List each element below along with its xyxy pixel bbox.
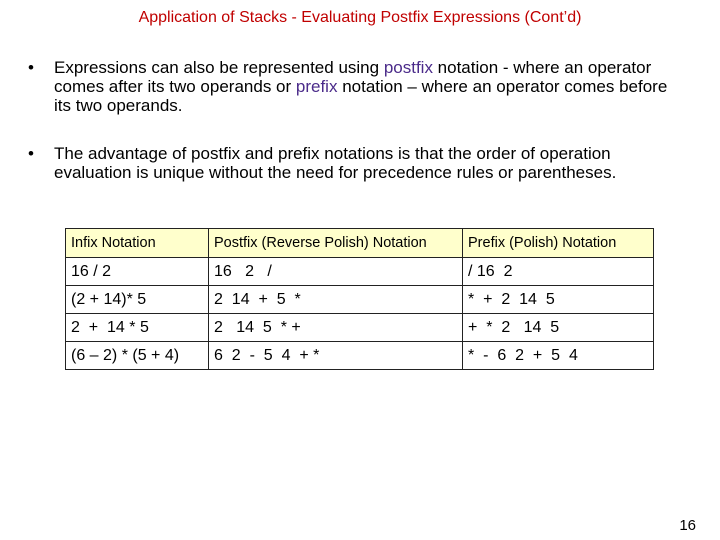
table-row — [66, 258, 654, 286]
header-infix: Infix Notation — [66, 229, 209, 258]
prefix-cell: * - 6 2 + 5 4 — [463, 342, 654, 370]
postfix-cell: 2 14 5 * + — [209, 314, 463, 342]
bullet-advantage — [28, 144, 674, 182]
infix-cell: 16 / 2 — [66, 258, 209, 286]
infix-cell: 2 + 14 * 5 — [66, 314, 209, 342]
bullet-postfix-prefix — [28, 58, 674, 115]
slide-title: Application of Stacks - Evaluating Postfix Expressions (Cont’d) — [138, 9, 582, 26]
prefix-term: prefix — [295, 77, 338, 96]
table-header-row — [66, 229, 654, 258]
prefix-cell: * + 2 14 5 — [463, 286, 654, 314]
header-postfix: Postfix (Reverse Polish) Notation — [209, 229, 463, 258]
prefix-cell: + * 2 14 5 — [463, 314, 654, 342]
table-row — [66, 314, 654, 342]
bullet1-text-part1: Expressions can also be represented using — [54, 58, 384, 77]
bullet-dot: • — [28, 58, 34, 77]
bullet2-text: The advantage of postfix and prefix notations is that the order of operation evaluation is unique without the need for precedence rules or parentheses. — [54, 144, 617, 182]
table-row — [66, 342, 654, 370]
postfix-cell: 6 2 - 5 4 + * — [209, 342, 463, 370]
header-prefix: Prefix (Polish) Notation — [463, 229, 654, 258]
table-row — [66, 286, 654, 314]
infix-cell: (6 – 2) * (5 + 4) — [66, 342, 209, 370]
infix-cell: (2 + 14)* 5 — [66, 286, 209, 314]
postfix-cell: 2 14 + 5 * — [209, 286, 463, 314]
notation-table — [65, 228, 654, 370]
prefix-cell: / 16 2 — [463, 258, 654, 286]
page-number: 16 — [679, 517, 696, 534]
postfix-term: postfix — [383, 58, 433, 77]
bullet1-text-part3: notation – where an operator comes before its two operands. — [54, 77, 668, 115]
postfix-cell: 16 2 / — [209, 258, 463, 286]
bullet1-text-part2: notation - where an operator comes after its two operands or — [54, 58, 652, 96]
bullet-dot: • — [28, 144, 34, 163]
